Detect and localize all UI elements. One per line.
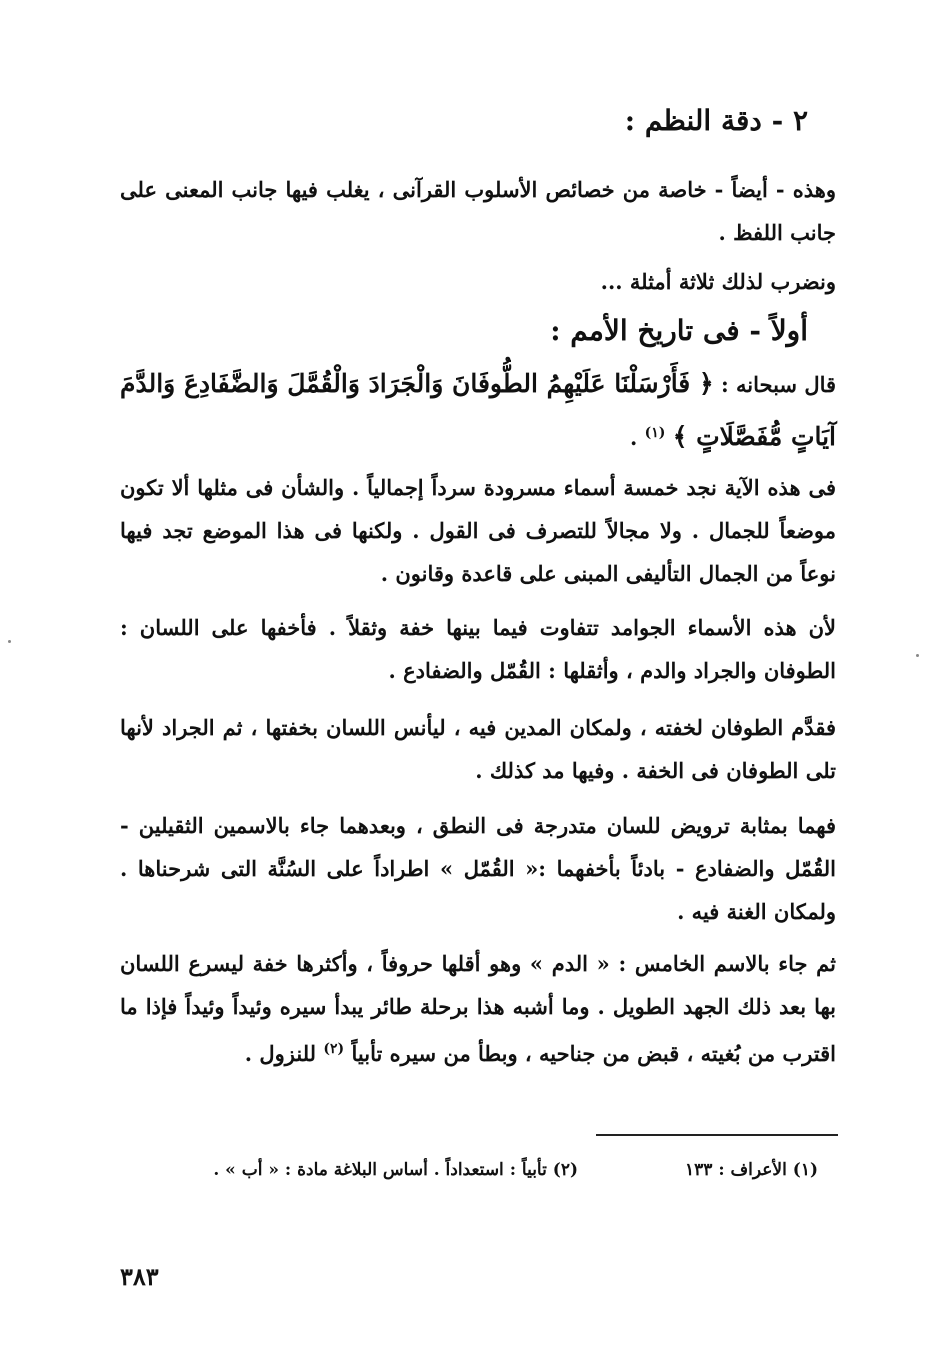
footnote-1: (١) الأعراف : ١٣٣ <box>685 1160 818 1180</box>
paragraph-five-names: فى هذه الآية نجد خمسة أسماء مسرودة سرداً إجمالياً . والشأن فى مثلها ألا تكون موضعاً للجمال . ولا مجالاً للتصرف فى القول . ولكنها فى هذا الموضع تجد فيها نوعاً من الجمال التأليفى المبنى على قاعدة وقانون . <box>120 475 836 586</box>
quran-verse: ﴿ فَأَرْسَلْنَا عَلَيْهِمُ الطُّوفَانَ وَالْجَرَادَ وَالْقُمَّلَ وَالضَّفَادِعَ وَالدَّمَ آيَاتٍ مُّفَصَّلَاتٍ ﴾ <box>120 369 836 451</box>
section-heading: ٢ - دقة النظم : <box>624 104 808 137</box>
verse-end: . <box>630 425 638 450</box>
verse-lead: قال سبحانه : <box>720 372 837 397</box>
verse-paragraph <box>120 360 836 462</box>
paragraph-fifth-name <box>120 942 836 1075</box>
page-number: ٣٨٣ <box>120 1262 159 1291</box>
subheading-history-of-nations: أولاً - فى تاريخ الأمم : <box>550 314 808 347</box>
scan-speck <box>916 654 919 657</box>
last-paragraph-text: ثم جاء بالاسم الخامس : « الدم » وهو أقلها حروفاً ، وأكثرها خفة ليسرع اللسان بها بعد ذلك الجهد الطويل . وما أشبه هذا برحلة طائر يبدأ سيره وئيداً وئيداً فإذا ما اقترب من بُغيته ، قبض من جناحيه ، وبطأ من سيره تأبياً <box>120 951 836 1066</box>
scan-speck <box>8 640 11 643</box>
intro-paragraph: وهذه - أيضاً - خاصة من خصائص الأسلوب القرآنى ، يغلب فيها جانب المعنى على جانب اللفظ . <box>120 177 836 245</box>
paragraph-flood-first: فقدَّم الطوفان لخفته ، ولمكان المدين فيه ، ليأنس اللسان بخفتها ، ثم الجراد لأنها تلى الطوفان فى الخفة . وفيها مد كذلك . <box>120 715 836 783</box>
footnote-ref-2: (٢) <box>323 1041 345 1057</box>
last-paragraph-end: للنزول . <box>244 1041 317 1066</box>
paragraph-heavy-names: فهما بمثابة ترويض للسان متدرجة فى النطق ، وبعدهما جاء بالاسمين الثقيلين - القُمّل والضفادع - بادئاً بأخفهما :« القُمّل » اطراداً على السُنَّة التى شرحناها . ولمكان الغنة فيه . <box>120 813 836 924</box>
footnote-separator <box>596 1134 838 1136</box>
paragraph-light-heavy: لأن هذه الأسماء الجوامد تتفاوت فيما بينها خفة وثقلاً . فأخفها على اللسان : الطوفان والجراد والدم ، وأثقلها : القُمّل والضفادع . <box>120 615 836 683</box>
footnote-ref-1: (١) <box>644 425 666 441</box>
examples-intro: ونضرب لذلك ثلاثة أمثلة ... <box>600 269 836 294</box>
footnote-2: (٢) تأبياً : استعداداً . أساس البلاغة مادة : « أب » . <box>213 1160 578 1180</box>
